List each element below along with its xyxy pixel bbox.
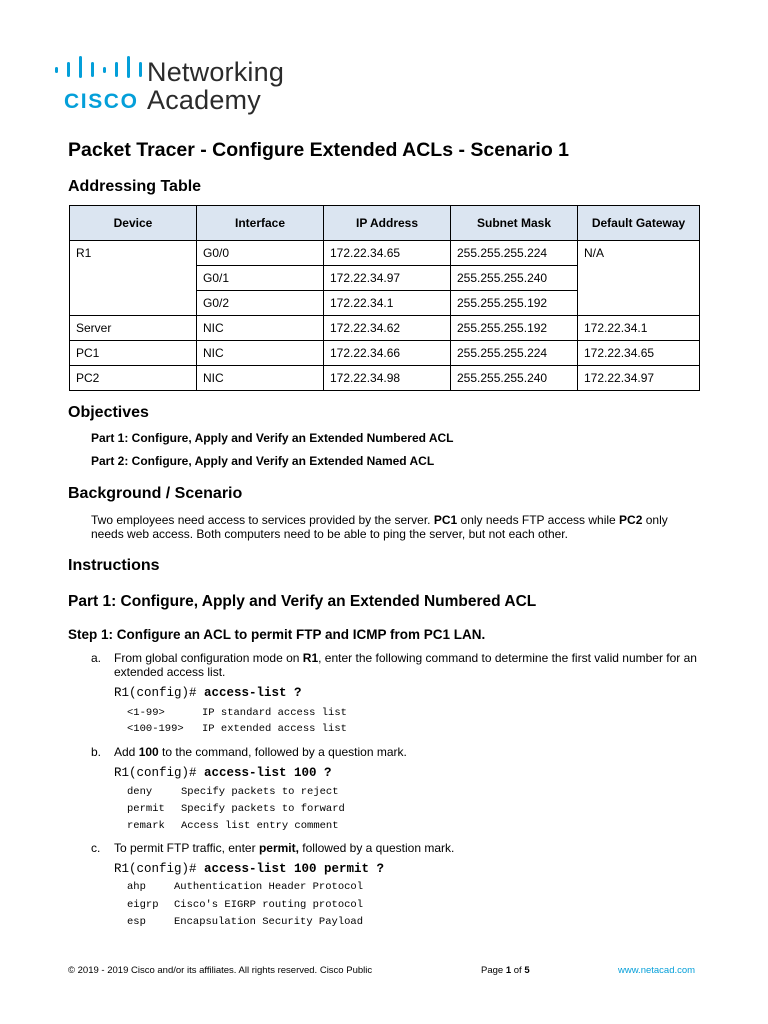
- command-a: R1(config)# access-list ?: [114, 686, 302, 700]
- col-subnet-mask: Subnet Mask: [451, 206, 578, 241]
- cell-mask: 255.255.255.192: [451, 316, 578, 341]
- table-row: [70, 366, 700, 391]
- instruction-c: To permit FTP traffic, enter permit, followed by a question mark.: [114, 841, 455, 855]
- cell-mask: 255.255.255.240: [451, 266, 578, 291]
- output-line: <1-99> IP standard access list: [127, 707, 347, 719]
- cell-ip: 172.22.34.98: [324, 366, 451, 391]
- logo-academy: Academy: [147, 85, 261, 115]
- cell-device: R1: [70, 241, 197, 316]
- cell-device: PC2: [70, 366, 197, 391]
- cell-gateway: 172.22.34.65: [578, 341, 700, 366]
- list-letter-c: c.: [91, 841, 101, 855]
- cell-mask: 255.255.255.224: [451, 241, 578, 266]
- table-row: [70, 316, 700, 341]
- instructions-heading: Instructions: [68, 557, 160, 574]
- cisco-networking-academy-logo: [53, 56, 313, 118]
- cell-mask: 255.255.255.224: [451, 341, 578, 366]
- output-line: ahp Authentication Header Protocol: [127, 881, 364, 893]
- command-b: R1(config)# access-list 100 ?: [114, 766, 332, 780]
- addressing-table-heading: Addressing Table: [68, 178, 202, 195]
- instruction-a: From global configuration mode on R1, enter the following command to determine the first valid number for an extended access list.: [114, 651, 697, 679]
- cell-interface: NIC: [197, 366, 324, 391]
- col-ip-address: IP Address: [324, 206, 451, 241]
- cell-interface: G0/0: [197, 241, 324, 266]
- cell-interface: G0/1: [197, 266, 324, 291]
- cell-mask: 255.255.255.240: [451, 366, 578, 391]
- logo-networking: Networking: [147, 57, 285, 87]
- footer-copyright: © 2019 - 2019 Cisco and/or its affiliates. All rights reserved. Cisco Public: [68, 965, 373, 976]
- objective-part-2: Part 2: Configure, Apply and Verify an Extended Named ACL: [91, 454, 435, 468]
- cisco-wordmark: CISCO: [64, 90, 139, 113]
- cell-interface: NIC: [197, 316, 324, 341]
- table-header-row: [70, 206, 700, 241]
- list-letter-b: b.: [91, 745, 102, 759]
- cell-device: Server: [70, 316, 197, 341]
- table-row: [70, 341, 700, 366]
- cell-gateway: 172.22.34.1: [578, 316, 700, 341]
- output-line: <100-199> IP extended access list: [127, 723, 347, 735]
- cell-device: PC1: [70, 341, 197, 366]
- cell-ip: 172.22.34.97: [324, 266, 451, 291]
- cell-mask: 255.255.255.192: [451, 291, 578, 316]
- cell-gateway: N/A: [578, 241, 700, 316]
- footer-netacad-link[interactable]: www.netacad.com: [618, 965, 696, 976]
- cell-ip: 172.22.34.65: [324, 241, 451, 266]
- table-row: [70, 241, 700, 266]
- cisco-bridge-icon: [53, 56, 143, 82]
- output-line: esp Encapsulation Security Payload: [127, 916, 364, 928]
- output-line: deny Specify packets to reject: [127, 786, 339, 798]
- output-line: remark Access list entry comment: [127, 820, 339, 832]
- output-line: eigrp Cisco's EIGRP routing protocol: [127, 899, 364, 911]
- cell-interface: G0/2: [197, 291, 324, 316]
- addressing-table: [69, 205, 700, 391]
- cell-ip: 172.22.34.1: [324, 291, 451, 316]
- col-default-gateway: Default Gateway: [578, 206, 700, 241]
- background-paragraph: Two employees need access to services provided by the server. PC1 only needs FTP access while PC2 only needs web access. Both computers need to be able to ping the server, but not each other.: [91, 513, 668, 541]
- objectives-heading: Objectives: [68, 404, 149, 421]
- cell-gateway: 172.22.34.97: [578, 366, 700, 391]
- command-c: R1(config)# access-list 100 permit ?: [114, 862, 385, 876]
- list-letter-a: a.: [91, 651, 102, 665]
- instruction-b: Add 100 to the command, followed by a question mark.: [114, 745, 407, 759]
- cell-ip: 172.22.34.66: [324, 341, 451, 366]
- document-title: Packet Tracer - Configure Extended ACLs - Scenario 1: [68, 139, 570, 161]
- output-line: permit Specify packets to forward: [127, 803, 345, 815]
- col-interface: Interface: [197, 206, 324, 241]
- part-1-heading: Part 1: Configure, Apply and Verify an Extended Numbered ACL: [68, 593, 537, 610]
- cell-interface: NIC: [197, 341, 324, 366]
- col-device: Device: [70, 206, 197, 241]
- cell-ip: 172.22.34.62: [324, 316, 451, 341]
- background-heading: Background / Scenario: [68, 485, 243, 502]
- objective-part-1: Part 1: Configure, Apply and Verify an Extended Numbered ACL: [91, 431, 454, 445]
- step-1-heading: Step 1: Configure an ACL to permit FTP and ICMP from PC1 LAN.: [68, 627, 486, 642]
- footer-page-number: Page 1 of 5: [481, 965, 530, 976]
